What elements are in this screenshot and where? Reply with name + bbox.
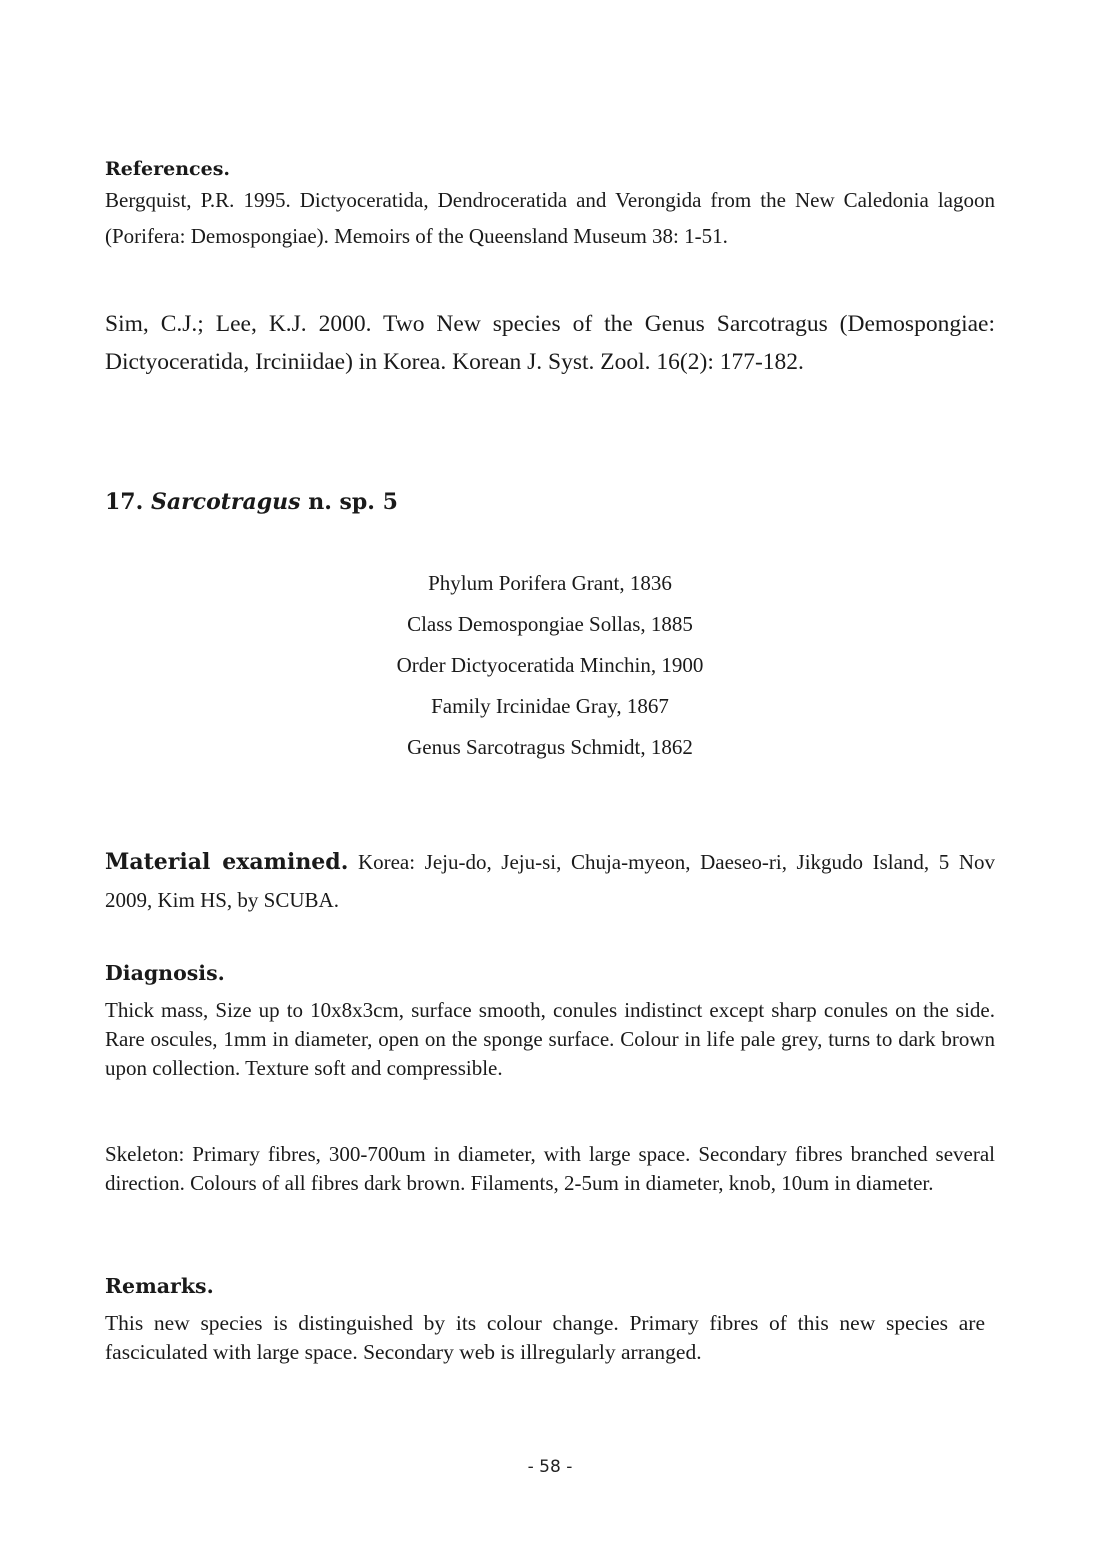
- taxonomy-class: Class Demospongiae Sollas, 1885: [407, 612, 693, 636]
- taxonomy-block: [105, 563, 995, 768]
- material-examined-text: Korea: Jeju-do, Jeju-si, Chuja-myeon, Daeseo-ri, Jikgudo Island, 5 Nov 2009, Kim HS, by SCUBA.: [105, 850, 995, 912]
- document-page: [105, 0, 995, 1554]
- species-number: 17.: [105, 489, 144, 515]
- diagnosis-heading: Diagnosis.: [105, 961, 225, 985]
- remarks-heading: Remarks.: [105, 1274, 214, 1298]
- material-examined-paragraph: [105, 843, 995, 919]
- species-heading: [105, 486, 995, 518]
- references-heading: References.: [105, 158, 231, 180]
- reference-sim-lee-2000: Sim, C.J.; Lee, K.J. 2000. Two New species of the Genus Sarcotragus (Demospongiae: Dictyoceratida, Irciniidae) in Korea. Korean J. Syst. Zool. 16(2): 177-182.: [105, 311, 995, 375]
- remarks-text: This new species is distinguished by its colour change. Primary fibres of this new species are fasciculated with large space. Secondary web is illregularly arranged.: [105, 1311, 985, 1364]
- page-number: - 58 -: [527, 1457, 573, 1477]
- taxonomy-order: Order Dictyoceratida Minchin, 1900: [396, 653, 704, 677]
- taxonomy-family: Family Ircinidae Gray, 1867: [431, 694, 669, 718]
- skeleton-text: Skeleton: Primary fibres, 300-700um in diameter, with large space. Secondary fibres branched several direction. Colours of all fibres dark brown. Filaments, 2-5um in diameter, knob, 10um in diameter.: [105, 1142, 995, 1195]
- reference-bergquist-1995: Bergquist, P.R. 1995. Dictyoceratida, Dendroceratida and Verongida from the New Caledonia lagoon (Porifera: Demospongiae). Memoirs of the Queensland Museum 38: 1-51.: [105, 188, 995, 248]
- diagnosis-text: Thick mass, Size up to 10x8x3cm, surface smooth, conules indistinct except sharp conules on the side. Rare oscules, 1mm in diameter, open on the sponge surface. Colour in life pale grey, turns to dark brown upon collection. Texture soft and compressible.: [105, 998, 995, 1080]
- taxonomy-genus: Genus Sarcotragus Schmidt, 1862: [407, 735, 693, 759]
- taxonomy-phylum: Phylum Porifera Grant, 1836: [428, 571, 672, 595]
- material-examined-label: Material examined.: [105, 849, 349, 875]
- species-epithet: n. sp. 5: [308, 489, 398, 515]
- species-genus: Sarcotragus: [150, 489, 301, 515]
